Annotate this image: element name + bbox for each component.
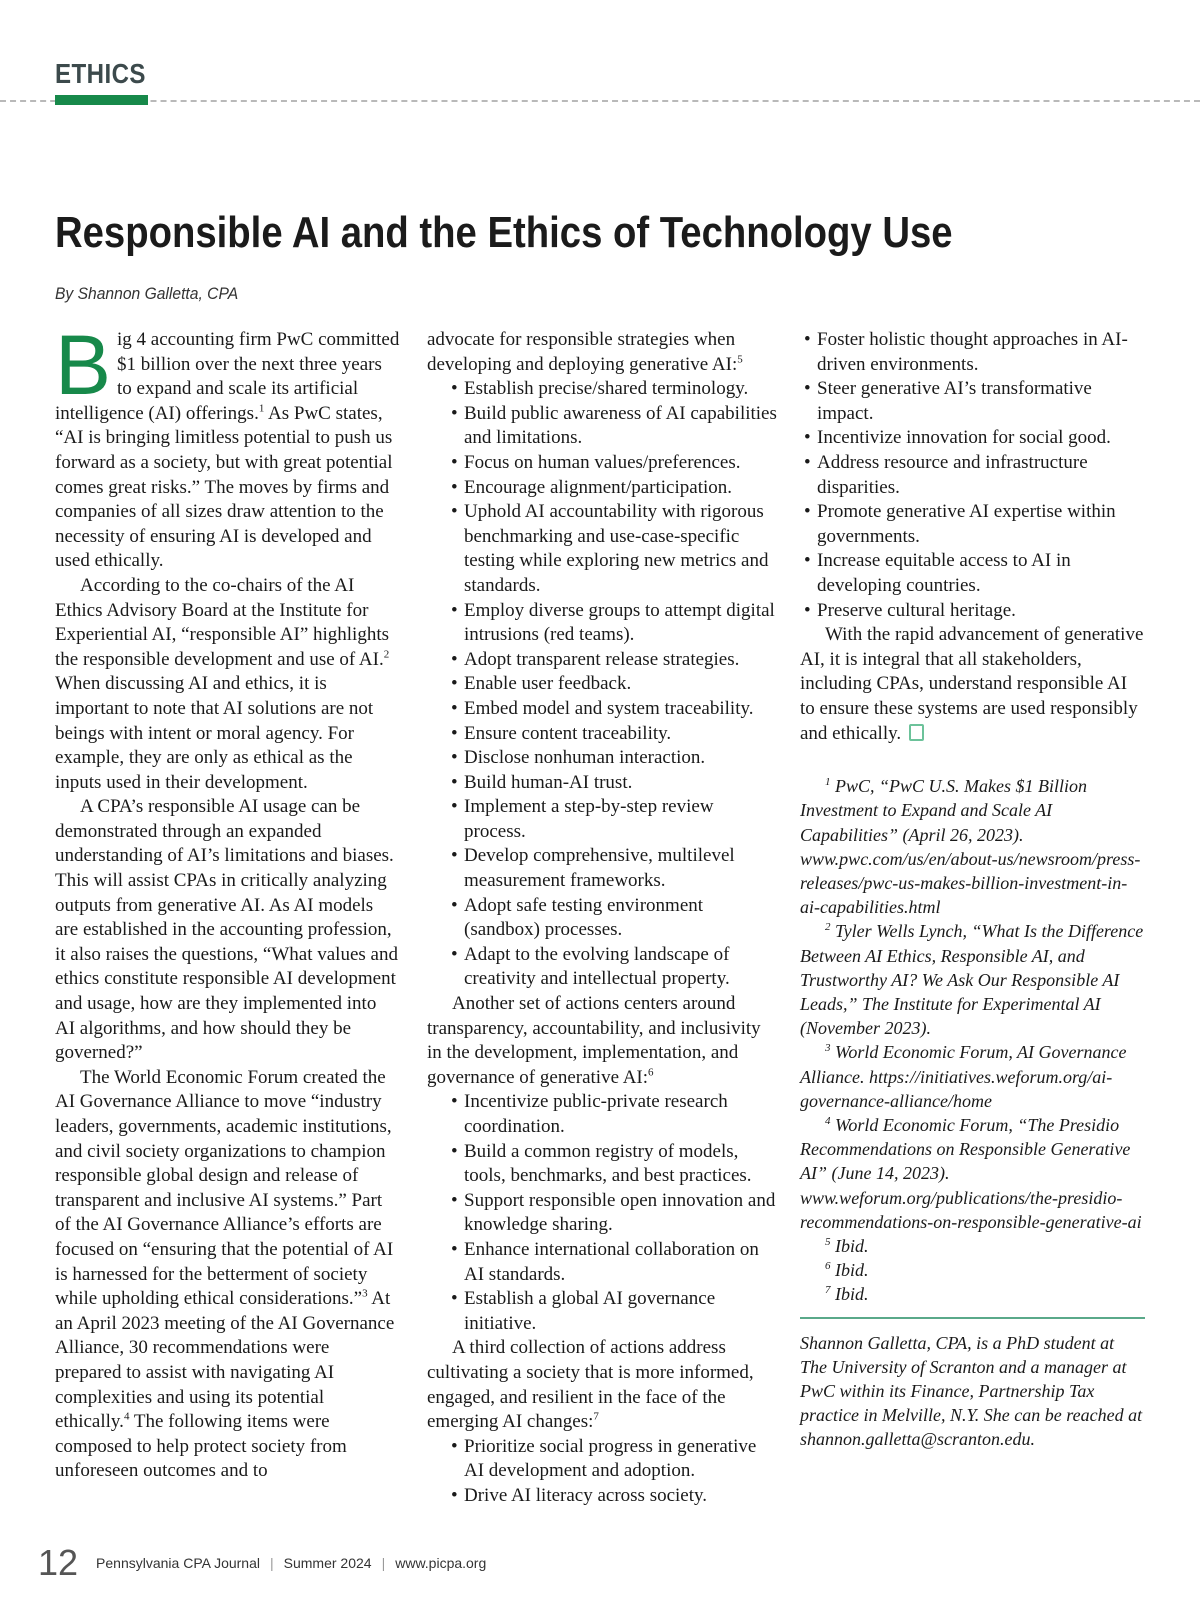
list-item: • Establish precise/shared terminology. xyxy=(451,377,779,402)
endnote: $^3$ World Economic Forum, AI Governance Alliance. https://initiatives.weforum.org/ai-governance-alliance/home xyxy=(800,1042,1127,1111)
list-item: • Promote generative AI expertise within governments. xyxy=(804,500,1145,549)
endnote: $^1$ PwC, “PwC U.S. Makes $1 Billion Investment to Expand and Scale AI Capabilities” (April 26, 2023). www.pwc.com/us/en/about-us/newsroom/press-releases/pwc-us-makes-billion-investment-in-ai-capabilities.html xyxy=(800,776,1141,918)
endnote: $^7$ Ibid. xyxy=(825,1284,869,1305)
column-2 xyxy=(427,328,779,1509)
paragraph: advocate for responsible strategies when developing and deploying generative AI:$^5$ xyxy=(427,329,743,375)
bullet-list xyxy=(427,1435,779,1509)
footer-separator: | xyxy=(381,1555,386,1571)
list-item: • Prioritize social progress in generative AI development and adoption. xyxy=(451,1435,779,1484)
list-item: • Ensure content traceability. xyxy=(451,722,779,747)
end-mark-icon xyxy=(909,724,924,741)
list-item: • Foster holistic thought approaches in AI-driven environments. xyxy=(804,328,1145,377)
list-item: • Address resource and infrastructure disparities. xyxy=(804,451,1145,500)
paragraph: Another set of actions centers around transparency, accountability, and inclusivity in the development, implementation, and governance of generative AI:$^6$ xyxy=(427,993,761,1088)
closing-paragraph: With the rapid advancement of generative AI, it is integral that all stakeholders, including CPAs, understand responsible AI to ensure these systems are used responsibly and ethically. xyxy=(800,624,1144,744)
publication-name: Pennsylvania CPA Journal xyxy=(96,1555,260,1571)
section-label: ETHICS xyxy=(55,58,146,89)
endnote: $^4$ World Economic Forum, “The Presidio Recommendations on Responsible Generative AI” (June 14, 2023). www.weforum.org/publications/the-presidio-recommendations-on-responsible-generative-ai xyxy=(800,1114,1142,1232)
list-item: • Build a common registry of models, tools, benchmarks, and best practices. xyxy=(451,1140,779,1189)
footnote-ref: 4 xyxy=(123,1410,130,1423)
list-item: • Incentivize innovation for social good. xyxy=(804,426,1145,451)
footnote-ref: 1 xyxy=(258,402,265,415)
list-item: • Disclose nonhuman interaction. xyxy=(451,746,779,771)
bullet-list xyxy=(427,377,779,992)
website-link[interactable]: www.picpa.org xyxy=(395,1555,487,1571)
author-bio-rule xyxy=(800,1317,1145,1319)
author-bio: Shannon Galletta, CPA, is a PhD student at The University of Scranton and a manager at PwC within its Finance, Partnership Tax practice in Melville, N.Y. She can be reached at shannon.galletta@scranton.edu. xyxy=(800,1332,1143,1450)
column-1 xyxy=(55,318,400,1484)
page-footer xyxy=(38,1542,486,1584)
paragraph-intro: Big 4 accounting firm PwC committed $1 billion over the next three years to expand and scale its artificial intelligence (AI) offerings.$^1$ As PwC states, “AI is bringing limitless potential to push us forward as a society, but with great potential comes great risks.” The moves by firms and companies of all sizes draw attention to the necessity of ensuring AI is developed and used ethically. xyxy=(55,318,400,572)
list-item: • Employ diverse groups to attempt digital intrusions (red teams). xyxy=(451,599,779,648)
footnote-ref: 5 xyxy=(737,353,743,366)
footer-separator: | xyxy=(270,1555,274,1571)
list-item: • Encourage alignment/participation. xyxy=(451,476,779,501)
endnote: $^5$ Ibid. xyxy=(825,1235,869,1256)
list-item: • Focus on human values/preferences. xyxy=(451,451,779,476)
list-item: • Implement a step-by-step review process. xyxy=(451,795,779,844)
footnote-ref: 3 xyxy=(362,1287,368,1300)
endnote: $^2$ Tyler Wells Lynch, “What Is the Difference Between AI Ethics, Responsible AI, and Trustworthy AI? We Ask Our Responsible AI Leads,” The Institute for Experimental AI (November 2023). xyxy=(800,921,1144,1039)
column-3 xyxy=(800,328,1145,1452)
paragraph: A CPA’s responsible AI usage can be demonstrated through an expanded understanding of AI’s limitations and biases. This will assist CPAs in critically analyzing outputs from generative AI. As AI models are established in the accounting profession, it also raises the questions, “What values and ethics constitute responsible AI development and usage, how are they implemented into AI algorithms, and how should they be governed?” xyxy=(55,796,398,1064)
article-headline: Responsible AI and the Ethics of Technology Use xyxy=(55,208,953,257)
list-item: • Embed model and system traceability. xyxy=(451,697,779,722)
endnotes xyxy=(800,774,1145,1306)
list-item: • Enhance international collaboration on AI standards. xyxy=(451,1238,779,1287)
list-item: • Enable user feedback. xyxy=(451,672,779,697)
paragraph: The World Economic Forum created the AI Governance Alliance to move “industry leaders, governments, academic institutions, and civil society organizations to champion responsible global design and release of transparent and inclusive AI systems.” Part of the AI Governance Alliance’s efforts are focused on “ensuring that the potential of AI is harnessed for the betterment of society while upholding ethical considerations.”$^3$ At an April 2023 meeting of the AI Governance Alliance, 30 recommendations were prepared to assist with navigating AI complexities and using its potential ethically.$^4$ The following items were composed to help protect society from unforeseen outcomes and to xyxy=(55,1066,395,1482)
list-item: • Adapt to the evolving landscape of creativity and intellectual property. xyxy=(451,943,779,992)
list-item: • Develop comprehensive, multilevel measurement frameworks. xyxy=(451,844,779,893)
list-item: • Adopt transparent release strategies. xyxy=(451,648,779,673)
header-dashed-rule xyxy=(0,100,1200,102)
list-item: • Build public awareness of AI capabilities and limitations. xyxy=(451,402,779,451)
endnote: $^6$ Ibid. xyxy=(825,1260,869,1281)
footnote-ref: 7 xyxy=(593,1410,599,1423)
list-item: • Build human-AI trust. xyxy=(451,771,779,796)
list-item: • Drive AI literacy across society. xyxy=(451,1484,779,1509)
bullet-list xyxy=(800,328,1145,623)
list-item: • Increase equitable access to AI in developing countries. xyxy=(804,549,1145,598)
list-item: • Establish a global AI governance initiative. xyxy=(451,1287,779,1336)
bullet-list xyxy=(427,1090,779,1336)
issue-label: Summer 2024 xyxy=(283,1555,372,1571)
drop-cap: B xyxy=(55,318,112,412)
section-accent-bar xyxy=(55,95,148,105)
paragraph: According to the co-chairs of the AI Ethics Advisory Board at the Institute for Experiential AI, “responsible AI” highlights the responsible development and use of AI.$^2$ When discussing AI and ethics, it is important to note that AI solutions are not beings with intent or moral agency. For example, they are only as ethical as the inputs used in their development. xyxy=(55,574,390,793)
list-item: • Adopt safe testing environment (sandbox) processes. xyxy=(451,894,779,943)
list-item: • Incentivize public-private research coordination. xyxy=(451,1090,779,1139)
footnote-ref: 2 xyxy=(383,648,390,661)
list-item: • Uphold AI accountability with rigorous benchmarking and use-case-specific testing while exploring new metrics and standards. xyxy=(451,500,779,598)
paragraph: A third collection of actions address cultivating a society that is more informed, engaged, and resilient in the face of the emerging AI changes:$^7$ xyxy=(427,1337,754,1433)
list-item: • Preserve cultural heritage. xyxy=(804,599,1145,624)
article-byline: By Shannon Galletta, CPA xyxy=(55,284,239,303)
list-item: • Steer generative AI’s transformative impact. xyxy=(804,377,1145,426)
page-number: 12 xyxy=(38,1542,79,1583)
list-item: • Support responsible open innovation and knowledge sharing. xyxy=(451,1189,779,1238)
footnote-ref: 6 xyxy=(648,1066,654,1079)
